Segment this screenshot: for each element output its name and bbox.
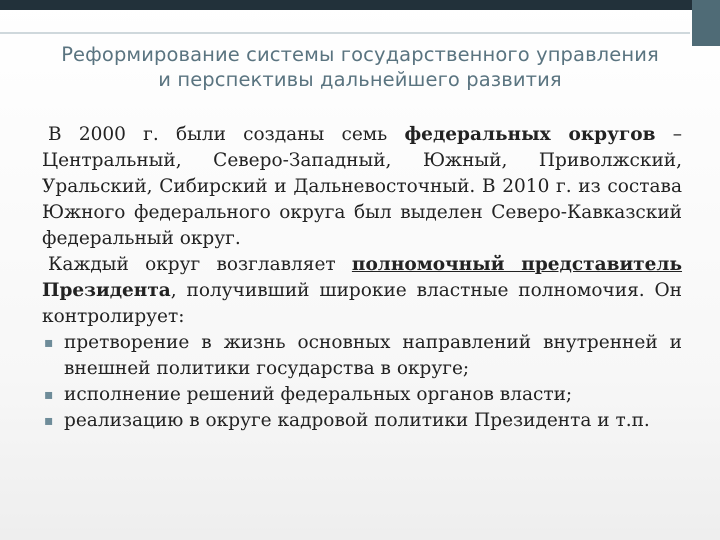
- para1-bold-term: федеральных округов: [404, 124, 656, 145]
- para1-text-start: В 2000 г. были созданы семь: [48, 124, 405, 145]
- slide-title: [20, 42, 700, 92]
- header-divider: [0, 32, 690, 34]
- para2-text-start: Каждый округ возглавляет: [48, 254, 352, 275]
- corner-tab: [692, 0, 720, 46]
- bullet-icon: ▪: [44, 335, 54, 351]
- list-item-text: претворение в жизнь основных направлений внутренней и внешней политики государства в округе;: [64, 332, 682, 379]
- para2-bold-term-2: Президента: [42, 280, 171, 301]
- bullet-icon: ▪: [44, 413, 54, 429]
- list-item: [42, 382, 682, 408]
- paragraph-federal-districts: [42, 122, 682, 252]
- list-item: [42, 330, 682, 382]
- list-item-text: исполнение решений федеральных органов власти;: [64, 384, 573, 405]
- slide-title-line-2: и перспективы дальнейшего развития: [158, 68, 562, 91]
- para2-bold-term-1: полномочный представитель: [351, 254, 683, 275]
- list-item: [42, 408, 682, 434]
- top-bar: [0, 0, 720, 10]
- bullet-list: [42, 330, 682, 434]
- para2-text-end: , получивший широкие властные полномочия. Он контролирует:: [42, 280, 682, 327]
- bullet-icon: ▪: [44, 387, 54, 403]
- list-item-text: реализацию в округе кадровой политики Президента и т.п.: [64, 410, 650, 431]
- para1-text-end: – Центральный, Северо-Западный, Южный, Приволжский, Уральский, Сибирский и Дальневосточный. В 2010 г. из состава Южного федерального округа был выделен Северо-Кавказский федеральный округ.: [42, 124, 682, 249]
- paragraph-representative: [42, 252, 682, 330]
- slide-body: [42, 122, 682, 434]
- slide-title-line-1: Реформирование системы государственного управления: [61, 43, 659, 66]
